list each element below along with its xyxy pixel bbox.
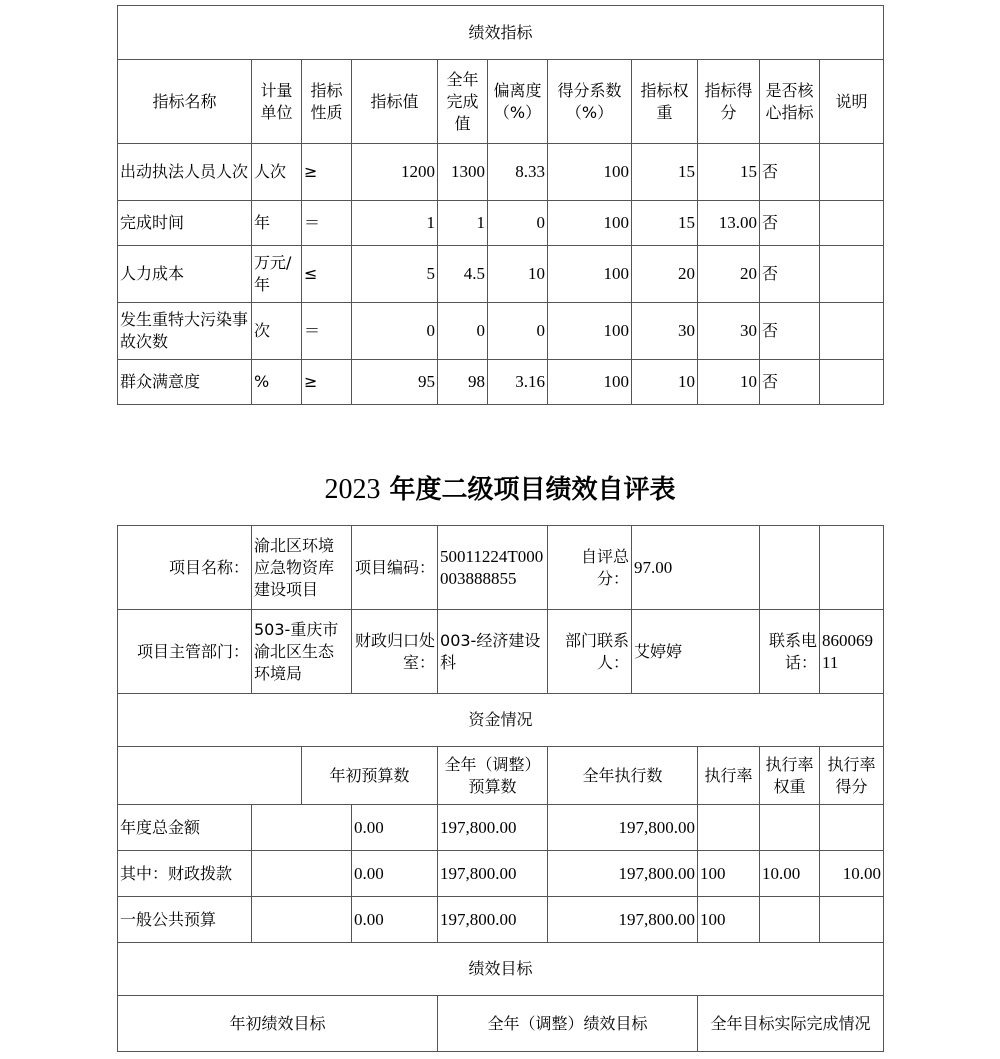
- indicator-name: 出动执法人员人次: [118, 144, 252, 201]
- indicator-deviation: 10: [488, 246, 548, 303]
- indicator-target: 0: [352, 303, 438, 360]
- indicator-actual: 4.5: [438, 246, 488, 303]
- indicator-actual: 98: [438, 360, 488, 405]
- indicator-table: [117, 5, 884, 405]
- empty-cell: [252, 897, 352, 943]
- project-info-row: [118, 526, 884, 610]
- phone-value: 86006911: [820, 610, 884, 694]
- project-name: 渝北区环境应急物资库建设项目: [252, 526, 352, 610]
- indicator-coef: 100: [548, 303, 632, 360]
- empty-cell: [820, 526, 884, 610]
- funds-row-label: 其中：财政拨款: [118, 851, 252, 897]
- funds-adjusted: 197,800.00: [438, 805, 548, 851]
- indicator-core: 否: [760, 246, 820, 303]
- funds-rate: 100: [698, 897, 760, 943]
- phone-label: 联系电话：: [760, 610, 820, 694]
- indicator-actual: 1300: [438, 144, 488, 201]
- self-evaluation-table: [117, 525, 884, 1052]
- col-header: 指标值: [352, 60, 438, 144]
- indicator-unit: 万元/年: [252, 246, 302, 303]
- indicator-score: 13.00: [698, 201, 760, 246]
- col-header: 指标得分: [698, 60, 760, 144]
- col-header: 年初绩效目标: [118, 996, 438, 1052]
- col-header: 是否核心指标: [760, 60, 820, 144]
- indicator-weight: 15: [632, 201, 698, 246]
- empty-cell: [118, 747, 302, 805]
- empty-cell: [252, 851, 352, 897]
- table-row: [118, 851, 884, 897]
- funds-weight: 10.00: [760, 851, 820, 897]
- indicator-name: 人力成本: [118, 246, 252, 303]
- col-header: 执行率: [698, 747, 760, 805]
- funds-score: [820, 805, 884, 851]
- indicator-unit: %: [252, 360, 302, 405]
- col-header: 全年（调整）绩效目标: [438, 996, 698, 1052]
- self-score-label: 自评总分：: [548, 526, 632, 610]
- indicator-core: 否: [760, 303, 820, 360]
- table-row: [118, 360, 884, 405]
- indicator-score: 15: [698, 144, 760, 201]
- finance-label: 财政归口处室：: [352, 610, 438, 694]
- funds-row-label: 一般公共预算: [118, 897, 252, 943]
- self-score: 97.00: [632, 526, 760, 610]
- finance-value: 003-经济建设科: [438, 610, 548, 694]
- col-header: 偏离度（%）: [488, 60, 548, 144]
- indicator-note: [820, 246, 884, 303]
- indicator-score: 30: [698, 303, 760, 360]
- funds-adjusted: 197,800.00: [438, 897, 548, 943]
- col-header: 执行率权重: [760, 747, 820, 805]
- funds-executed: 197,800.00: [548, 805, 698, 851]
- project-name-label: 项目名称：: [118, 526, 252, 610]
- indicator-name: 发生重特大污染事故次数: [118, 303, 252, 360]
- indicator-coef: 100: [548, 144, 632, 201]
- indicator-target: 5: [352, 246, 438, 303]
- col-header: 全年（调整）预算数: [438, 747, 548, 805]
- dept-value: 503-重庆市渝北区生态环境局: [252, 610, 352, 694]
- indicator-actual: 1: [438, 201, 488, 246]
- indicator-note: [820, 144, 884, 201]
- indicator-score: 20: [698, 246, 760, 303]
- title-text: 年度二级项目绩效自评表: [389, 475, 676, 505]
- indicator-unit: 年: [252, 201, 302, 246]
- indicator-core: 否: [760, 360, 820, 405]
- indicator-weight: 30: [632, 303, 698, 360]
- indicator-coef: 100: [548, 201, 632, 246]
- project-code: 50011224T000003888855: [438, 526, 548, 610]
- dept-info-row: [118, 610, 884, 694]
- indicator-deviation: 0: [488, 201, 548, 246]
- indicator-nature: ＝: [302, 201, 352, 246]
- funds-section-header: 资金情况: [118, 694, 884, 747]
- col-header: 指标性质: [302, 60, 352, 144]
- title-year: 2023: [324, 474, 381, 505]
- empty-cell: [760, 526, 820, 610]
- indicator-note: [820, 201, 884, 246]
- col-header: 指标权重: [632, 60, 698, 144]
- indicator-note: [820, 360, 884, 405]
- table-row: [118, 897, 884, 943]
- table-row: [118, 303, 884, 360]
- dept-label: 项目主管部门：: [118, 610, 252, 694]
- col-header: 全年完成值: [438, 60, 488, 144]
- indicator-core: 否: [760, 201, 820, 246]
- table-row: [118, 144, 884, 201]
- funds-initial: 0.00: [352, 897, 438, 943]
- project-code-label: 项目编码：: [352, 526, 438, 610]
- col-header: 说明: [820, 60, 884, 144]
- indicator-deviation: 8.33: [488, 144, 548, 201]
- indicator-nature: ≥: [302, 144, 352, 201]
- col-header: 全年目标实际完成情况: [698, 996, 884, 1052]
- indicator-target: 1200: [352, 144, 438, 201]
- indicator-note: [820, 303, 884, 360]
- indicator-core: 否: [760, 144, 820, 201]
- funds-initial: 0.00: [352, 851, 438, 897]
- indicator-section-header: 绩效指标: [118, 6, 884, 60]
- indicator-target: 95: [352, 360, 438, 405]
- col-header: 得分系数（%）: [548, 60, 632, 144]
- funds-row-label: 年度总金额: [118, 805, 252, 851]
- funds-weight: [760, 805, 820, 851]
- indicator-name: 群众满意度: [118, 360, 252, 405]
- funds-score: 10.00: [820, 851, 884, 897]
- col-header: 全年执行数: [548, 747, 698, 805]
- funds-adjusted: 197,800.00: [438, 851, 548, 897]
- table-row: [118, 201, 884, 246]
- funds-rate: 100: [698, 851, 760, 897]
- indicator-score: 10: [698, 360, 760, 405]
- table-row: [118, 805, 884, 851]
- contact-label: 部门联系人：: [548, 610, 632, 694]
- funds-rate: [698, 805, 760, 851]
- funds-header-row: [118, 747, 884, 805]
- funds-executed: 197,800.00: [548, 897, 698, 943]
- goals-header-row: [118, 996, 884, 1052]
- goals-section-header: 绩效目标: [118, 943, 884, 996]
- indicator-actual: 0: [438, 303, 488, 360]
- indicator-weight: 10: [632, 360, 698, 405]
- indicator-header-row: [118, 60, 884, 144]
- indicator-nature: ≥: [302, 360, 352, 405]
- funds-executed: 197,800.00: [548, 851, 698, 897]
- indicator-nature: ＝: [302, 303, 352, 360]
- col-header: 执行率得分: [820, 747, 884, 805]
- funds-weight: [760, 897, 820, 943]
- table-row: [118, 246, 884, 303]
- indicator-weight: 20: [632, 246, 698, 303]
- indicator-name: 完成时间: [118, 201, 252, 246]
- funds-initial: 0.00: [352, 805, 438, 851]
- col-header: 计量单位: [252, 60, 302, 144]
- indicator-weight: 15: [632, 144, 698, 201]
- indicator-nature: ≤: [302, 246, 352, 303]
- col-header: 年初预算数: [302, 747, 438, 805]
- empty-cell: [252, 805, 352, 851]
- indicator-deviation: 3.16: [488, 360, 548, 405]
- funds-score: [820, 897, 884, 943]
- indicator-target: 1: [352, 201, 438, 246]
- col-header: 指标名称: [118, 60, 252, 144]
- indicator-coef: 100: [548, 360, 632, 405]
- indicator-deviation: 0: [488, 303, 548, 360]
- indicator-coef: 100: [548, 246, 632, 303]
- page-title: [0, 470, 1000, 510]
- indicator-unit: 人次: [252, 144, 302, 201]
- indicator-unit: 次: [252, 303, 302, 360]
- contact-value: 艾婷婷: [632, 610, 760, 694]
